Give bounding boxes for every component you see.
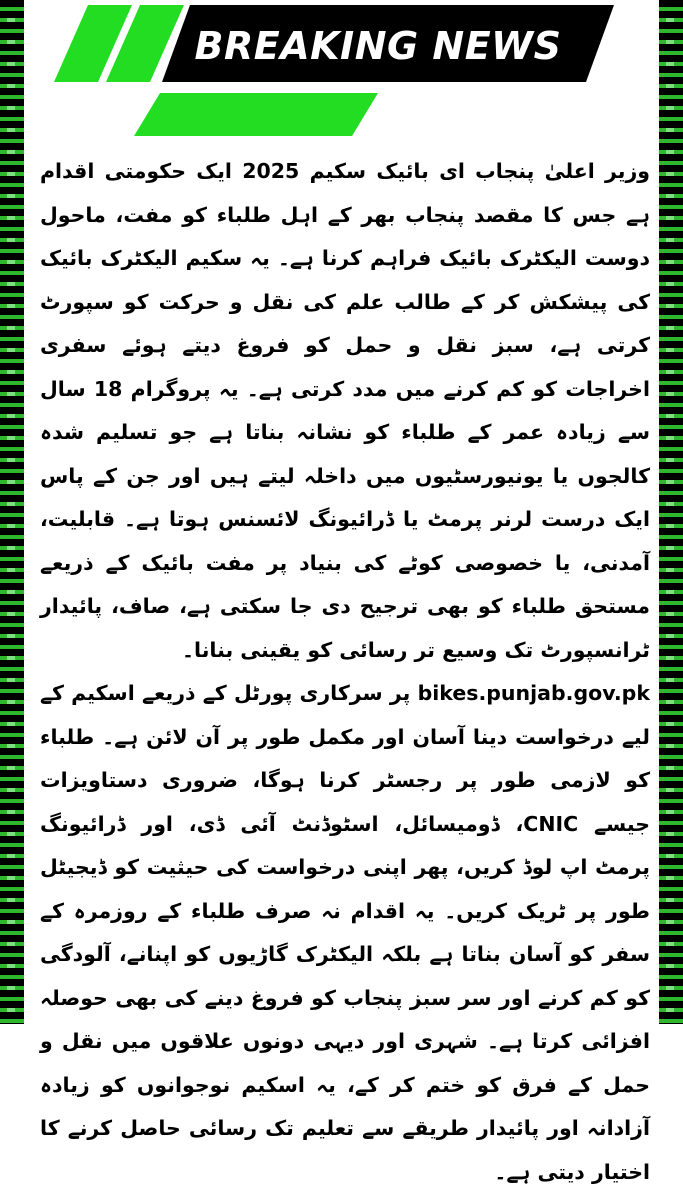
article-paragraph: bikes.punjab.gov.pk پر سرکاری پورٹل کے ذریعے اسکیم کے لیے درخواست دینا آسان اور مکمل طور پر آن لائن ہے۔ طلباء کو لازمی طور پر رجسٹر کرنا ہوگا، ضروری دستاویزات جیسے CNIC، ڈومیسائل، اسٹوڈنٹ آئی ڈی، اور ڈرائیونگ پرمٹ اپ لوڈ کریں، پھر اپنی درخواست کی حیثیت کو ڈیجیٹل طور پر ٹریک کریں۔ یہ اقدام نہ صرف طلباء کے روزمرہ کے سفر کو آسان بناتا ہے بلکہ الیکٹرک گاڑیوں کو اپنانے، آلودگی کو کم کرنے اور سر سبز پنجاب کو فروغ دینے کی بھی حوصلہ افزائی کرتا ہے۔ شہری اور دیہی دونوں علاقوں میں نقل و حمل کے فرق کو ختم کر کے، یہ اسکیم نوجوانوں کو زیادہ آزادانہ اور پائیدار طریقے سے تعلیم تک رسائی حاصل کرنے کا اختیار دیتی ہے۔ bbox=[40, 681, 650, 1184]
breaking-news-title: BREAKING NEWS bbox=[194, 24, 562, 68]
right-decorative-border bbox=[659, 0, 683, 1024]
green-bar-bottom bbox=[134, 93, 378, 136]
left-decorative-border bbox=[0, 0, 24, 1024]
breaking-news-header bbox=[0, 0, 683, 150]
article-paragraph: وزیر اعلیٰ پنجاب ای بائیک سکیم 2025 ایک حکومتی اقدام ہے جس کا مقصد پنجاب بھر کے اہل طلباء کو مفت، ماحول دوست الیکٹرک بائیک فراہم کرنا ہے۔ یہ سکیم الیکٹرک بائیک کی پیشکش کر کے طالب علم کی نقل و حرکت کو سپورٹ کرتی ہے، سبز نقل و حمل کو فروغ دیتے ہوئے سفری اخراجات کو کم کرنے میں مدد کرتی ہے۔ یہ پروگرام 18 سال سے زیادہ عمر کے طلباء کو نشانہ بناتا ہے جو تسلیم شدہ کالجوں یا یونیورسٹیوں میں داخلہ لیتے ہیں اور جن کے پاس ایک درست لرنر پرمٹ یا ڈرائیونگ لائسنس ہوتا ہے۔ قابلیت، آمدنی، یا خصوصی کوٹے کی بنیاد پر مفت بائیک کے ذریعے مستحق طلباء کو بھی ترجیح دی جا سکتی ہے، صاف، پائیدار ٹرانسپورٹ تک وسیع تر رسائی کو یقینی بنانا۔ bbox=[40, 159, 650, 662]
article-body bbox=[40, 150, 650, 1184]
